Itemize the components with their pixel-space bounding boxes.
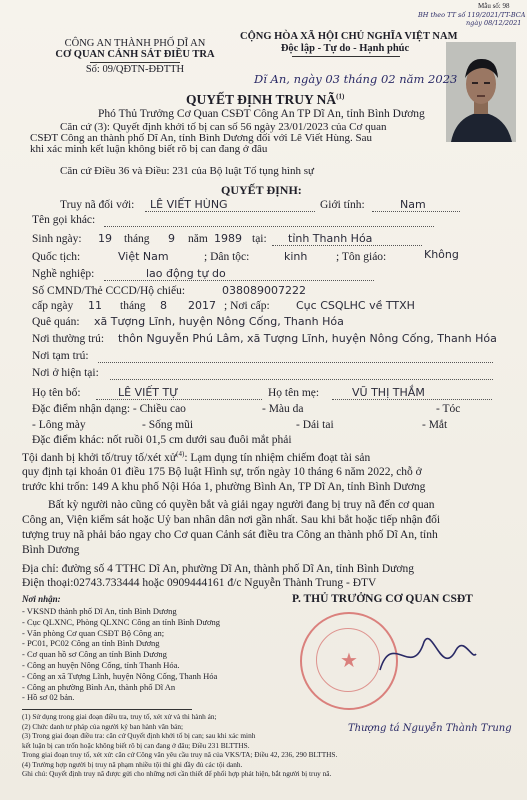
body-paragraph-3: tượng truy nã phải báo ngay cho Cơ quan Cảnh sát điều tra Công an thành phố Dĩ An, tỉnh	[22, 529, 438, 541]
other-features: Đặc điểm khác: nốt ruồi 01,5 cm dưới sau đuôi mắt phải	[32, 434, 292, 446]
wanted-name: LÊ VIẾT HÙNG	[150, 198, 228, 211]
body-paragraph-1: Bất kỳ người nào cũng có quyền bắt và giải ngay người đang bị truy nã đến cơ quan	[48, 499, 435, 511]
id-issue-year: 2017	[188, 299, 216, 312]
recipient-item: - Văn phòng Cơ quan CSĐT Bộ Công an;	[22, 627, 165, 638]
nationality-label: Quốc tịch:	[32, 251, 81, 263]
id-label: Số CMND/Thẻ CCCD/Hộ chiếu:	[32, 285, 186, 297]
skin-color-label: - Màu da	[262, 403, 304, 415]
id-issue-month: 8	[160, 299, 167, 312]
dob-day: 19	[98, 232, 112, 245]
legal-basis-1a: Căn cứ (3): Quyết định khởi tố bị can số 56 ngày 23/01/2023 của Cơ quan	[60, 121, 387, 133]
legal-provision: quy định tại khoản 01 điều 175 Bộ luật Hình sự, trốn ngày 10 tháng 6 năm 2022, chỗ ở	[22, 466, 422, 478]
religion-label: ; Tôn giáo:	[336, 251, 387, 263]
signer-name: Thượng tá Nguyễn Thành Trung	[348, 723, 512, 734]
id-issue-month-label: tháng	[120, 300, 146, 312]
hometown-label: Quê quán:	[32, 316, 80, 328]
recipients-title: Nơi nhận:	[22, 594, 61, 604]
current-address-label: Nơi ở hiện tại:	[32, 367, 99, 379]
legal-basis-2: Căn cứ Điều 36 và Điều: 231 của Bộ luật Tố tụng hình sự	[60, 165, 314, 177]
issue-date: Dĩ An, ngày 03 tháng 02 năm 2023	[254, 72, 458, 86]
legal-basis-1c: khi xác minh kết luận không biết rõ bị can đang ở đâu	[30, 143, 268, 155]
birthplace-label: tại:	[252, 233, 267, 245]
signer-title: P. THỦ TRƯỞNG CƠ QUAN CSĐT	[292, 593, 473, 605]
contact-address: Địa chỉ: đường số 4 TTHC Dĩ An, phường Dĩ An, thành phố Dĩ An, tỉnh Bình Dương	[22, 563, 414, 575]
national-motto: Độc lập - Tự do - Hạnh phúc	[280, 43, 410, 54]
recipient-item: - Hồ sơ 02 bản.	[22, 692, 75, 703]
nation-name: CỘNG HÒA XÃ HỘI CHỦ NGHĨA VIỆT NAM	[240, 31, 458, 42]
recipient-item: - Công an phường Bình An, thành phố Dĩ An	[22, 681, 176, 692]
form-date: ngày 08/12/2021	[466, 19, 522, 27]
charge-line: Tội danh bị khởi tố/truy tố/xét xử$^{(4)}$: Lạm dụng tín nhiệm chiếm đoạt tài sản	[22, 450, 371, 464]
issuer-line: Phó Thủ Trưởng Cơ Quan CSĐT Công An TP Dĩ An, tỉnh Bình Dương	[98, 108, 425, 120]
birthplace: tỉnh Thanh Hóa	[288, 232, 373, 245]
earlobe-label: - Dái tai	[296, 419, 334, 431]
footnote: (1) Sử dụng trong giai đoạn điều tra, truy tố, xét xử và thi hành án;	[22, 712, 217, 721]
temporary-address-label: Nơi tạm trú:	[32, 350, 89, 362]
ethnicity-label: ; Dân tộc:	[204, 251, 250, 263]
suspect-photo	[446, 42, 516, 142]
recipients-list	[22, 606, 220, 703]
id-issue-day: 11	[88, 299, 102, 312]
form-circular: BH theo TT số 119/2021/TT-BCA	[418, 11, 526, 19]
issue-date-label: cấp ngày	[32, 300, 74, 312]
mother-name: VŨ THỊ THẮM	[352, 386, 425, 399]
portrait-image	[446, 42, 516, 142]
father-label: Họ tên bố:	[32, 387, 81, 399]
eyes-label: - Mắt	[422, 419, 448, 431]
footnote: Ghi chú: Quyết định truy nã được gửi cho những nơi cần thiết để phối hợp phát hiện, bắt người bị truy nã.	[22, 769, 332, 778]
nose-label: - Sống mũi	[142, 419, 194, 431]
footnote: kết luận bị can trốn hoặc không biết rõ bị can đang ở đâu; Điều 231 BLTTHS.	[22, 740, 250, 750]
decision-heading: QUYẾT ĐỊNH:	[221, 183, 302, 197]
investigation-agency: CƠ QUAN CẢNH SÁT ĐIỀU TRA	[55, 49, 215, 60]
footnote: (2) Chức danh tư pháp của người ký ban hành văn bản;	[22, 721, 184, 731]
dob-label: Sinh ngày:	[32, 233, 82, 245]
recipient-item: - Cơ quan hồ sơ Công an tỉnh Bình Dương	[22, 649, 167, 660]
footnote: (4) Trường hợp người bị truy nã phạm nhiều tội thì ghi đầy đủ các tội danh.	[22, 759, 243, 769]
wanted-label: Truy nã đối với:	[60, 199, 135, 211]
recipient-item: - Cục QLXNC, Phòng QLXNC Công an tỉnh Bình Dương	[22, 616, 220, 627]
body-paragraph-2: Công an, Viện kiểm sát hoặc Uỷ ban nhân dân nơi gần nhất. Sau khi bắt hoặc tiếp nhận đối	[22, 514, 441, 526]
legal-basis-1b: CSĐT Công an thành phố Dĩ An, tỉnh Bình Dương đối với Lê Viết Hùng. Sau	[30, 132, 372, 144]
recipient-item: - VKSND thành phố Dĩ An, tỉnh Bình Dương	[22, 606, 177, 616]
occupation: lao động tự do	[146, 267, 226, 280]
hair-label: - Tóc	[436, 403, 461, 415]
dob-month: 9	[168, 232, 175, 245]
footnotes	[22, 712, 337, 779]
eyebrow-label: - Lông mày	[32, 419, 86, 431]
features-label: Đặc điểm nhận dạng: - Chiều cao	[32, 403, 186, 415]
hometown: xã Tượng Lĩnh, huyện Nông Cống, Thanh Hóa	[94, 315, 344, 328]
id-number: 038089007222	[222, 284, 306, 297]
signature-icon	[372, 620, 482, 690]
red-seal-icon: ★	[300, 612, 398, 710]
ethnicity: kinh	[284, 250, 308, 263]
agency-name: CÔNG AN THÀNH PHỐ DĨ AN	[64, 38, 206, 49]
footnote: Trong giai đoạn truy tố, xét xử: căn cứ Công văn yêu cầu truy nã của VKS/TA; Điều 42, 236, 290 BLTTHS.	[22, 750, 338, 759]
permanent-address: thôn Nguyễn Phú Lâm, xã Tượng Lĩnh, huyện Nông Cống, Thanh Hóa	[118, 332, 497, 345]
occupation-label: Nghề nghiệp:	[32, 268, 95, 280]
religion: Không	[424, 248, 459, 261]
dob-year-label: năm	[188, 233, 208, 245]
recipient-item: - Công an huyện Nông Cống, tỉnh Thanh Hóa.	[22, 659, 180, 670]
gender-value: Nam	[400, 198, 426, 211]
recipient-item: - Công an xã Tượng Lĩnh, huyện Nông Cống, Thanh Hóa	[22, 670, 218, 681]
last-residence: trước khi trốn: 149 A khu phố Nội Hóa 1, phường Bình An, TP Dĩ An, tỉnh Bình Dương	[22, 481, 426, 493]
alias-label: Tên gọi khác:	[32, 214, 96, 226]
document-title: QUYẾT ĐỊNH TRUY NÃ$^{(1)}$	[186, 92, 345, 107]
dob-month-label: tháng	[124, 233, 150, 245]
nationality: Việt Nam	[118, 250, 169, 263]
recipient-item: - PC01, PC02 Công an tỉnh Bình Dương	[22, 638, 160, 649]
gender-label: Giới tính:	[320, 199, 365, 211]
permanent-address-label: Nơi thường trú:	[32, 333, 105, 345]
issuer-label: ; Nơi cấp:	[224, 300, 270, 312]
footnote: (3) Trong giai đoạn điều tra: căn cứ Quyết định khởi tố bị can; sau khi xác minh	[22, 731, 256, 740]
document-number: Số: 09/QĐTN-ĐĐTTH	[85, 64, 185, 75]
body-paragraph-4: Bình Dương	[22, 544, 80, 556]
form-number: Mẫu số: 98	[478, 2, 510, 10]
father-name: LÊ VIẾT TỰ	[118, 386, 179, 399]
contact-phone: Điện thoại:02743.733444 hoặc 0909444161 đ/c Nguyễn Thành Trung - ĐTV	[22, 577, 377, 589]
mother-label: Họ tên mẹ:	[268, 387, 320, 399]
id-issuer: Cục CSQLHC về TTXH	[296, 299, 415, 312]
dob-year: 1989	[214, 232, 242, 245]
